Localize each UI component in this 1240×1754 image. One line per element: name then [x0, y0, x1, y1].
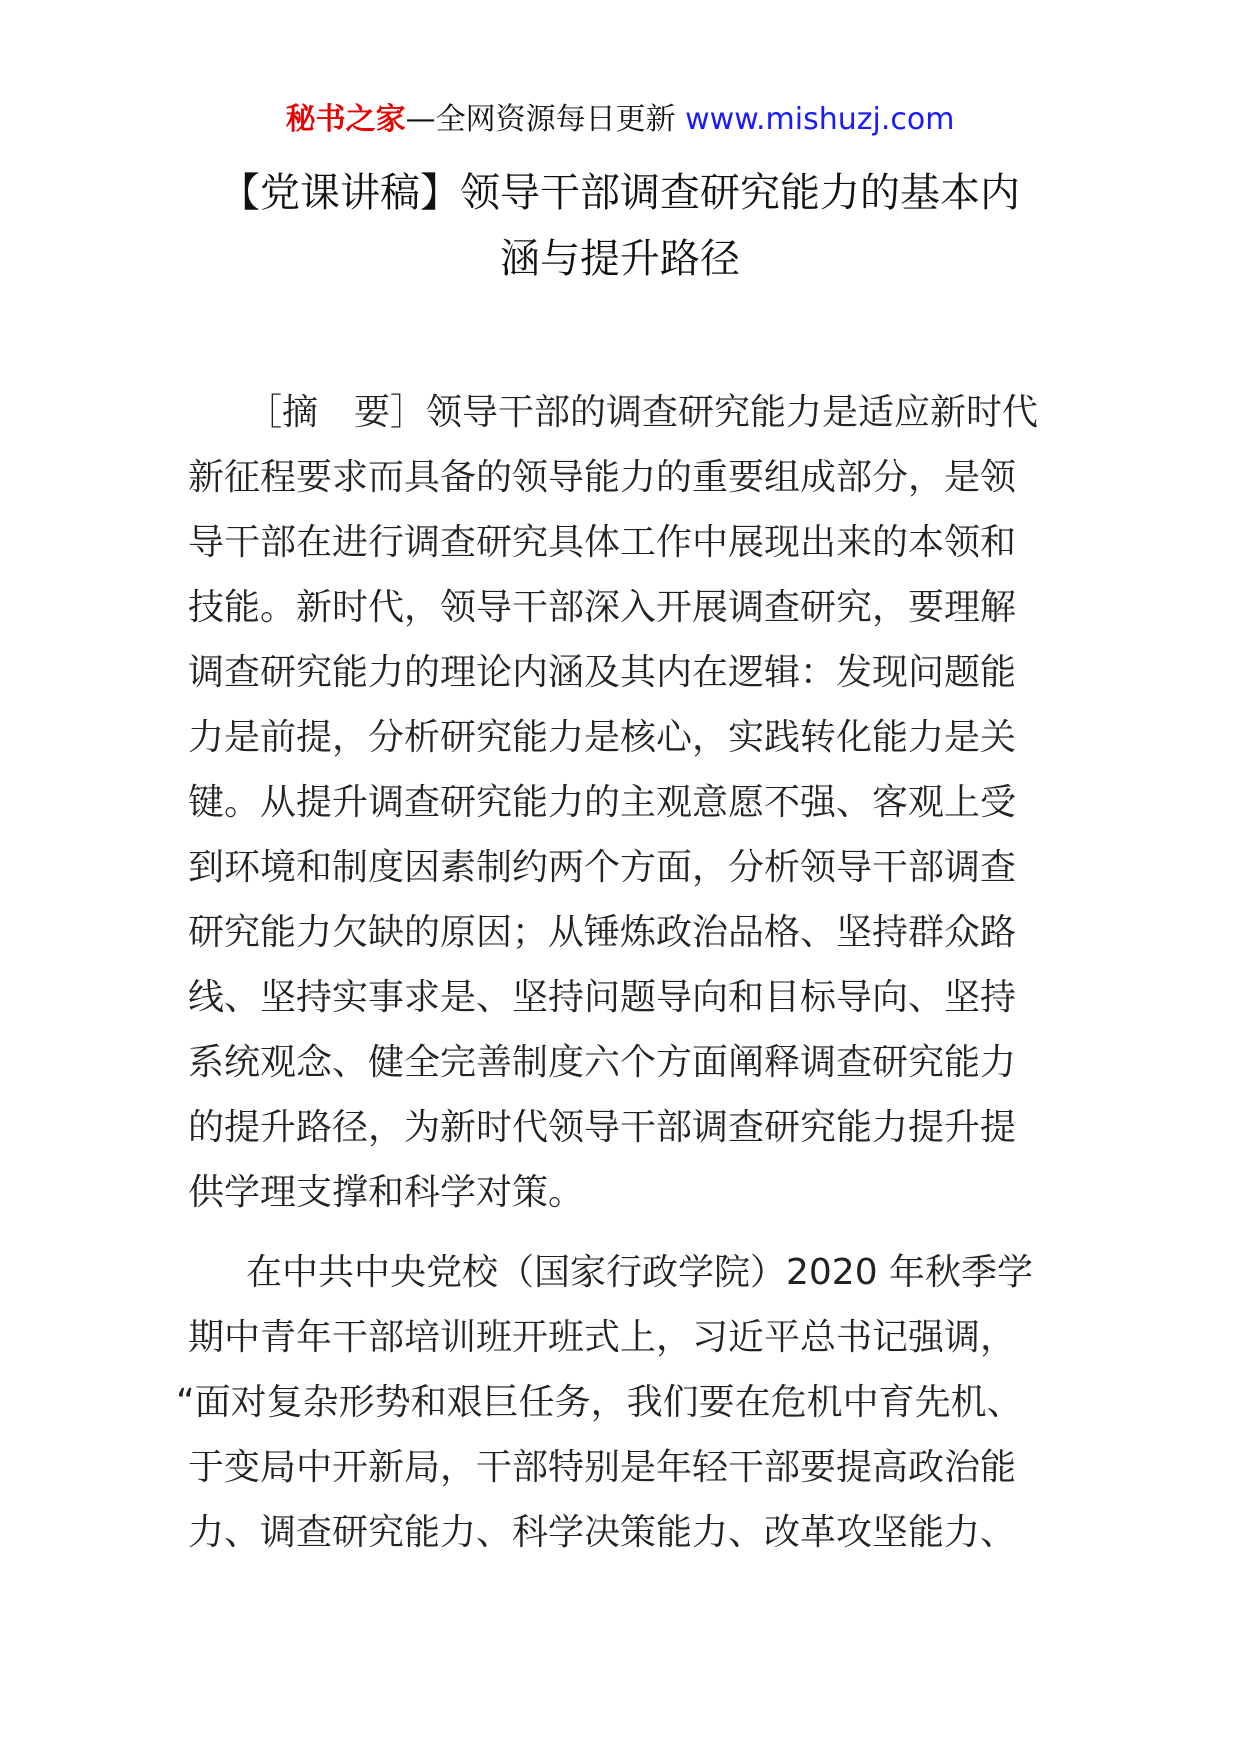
abstract-line: 到环境和制度因素制约两个方面，分析领导干部调查 [188, 847, 1017, 888]
abstract-line: 键。从提升调查研究能力的主观意愿不强、客观上受 [188, 782, 1017, 823]
abstract-line: 新征程要求而具备的领导能力的重要组成部分，是领 [188, 457, 1017, 498]
body-line: “面对复杂形势和艰巨任务，我们要在危机中育先机、 [176, 1382, 1023, 1423]
abstract-line: 导干部在进行调查研究具体工作中展现出来的本领和 [188, 522, 1017, 563]
abstract-line: 研究能力欠缺的原因；从锤炼政治品格、坚持群众路 [188, 912, 1017, 953]
abstract-line: 力是前提，分析研究能力是核心，实践转化能力是关 [188, 717, 1017, 758]
abstract-line: 技能。新时代，领导干部深入开展调查研究，要理解 [188, 587, 1017, 628]
site-url-link[interactable]: www.mishuzj.com [685, 102, 955, 137]
body-line: 期中青年干部培训班开班式上，习近平总书记强调， [188, 1317, 1017, 1358]
abstract-line: 供学理支撑和科学对策。 [188, 1172, 585, 1213]
abstract-line: 的提升路径，为新时代领导干部调查研究能力提升提 [188, 1107, 1017, 1148]
brand-name: 秘书之家 [285, 102, 406, 137]
title-line-2: 涵与提升路径 [500, 236, 740, 282]
document-title [150, 160, 1090, 292]
site-header [0, 100, 1240, 140]
body-line: 力、调查研究能力、科学决策能力、改革攻坚能力、 [188, 1512, 1017, 1553]
body-line: 在中共中央党校（国家行政学院）2020 年秋季学 [246, 1252, 1034, 1293]
abstract-line: ［摘 要］领导干部的调查研究能力是适应新时代 [246, 392, 1039, 433]
body-line: 于变局中开新局，干部特别是年轻干部要提高政治能 [188, 1447, 1017, 1488]
header-tagline: —全网资源每日更新 [405, 102, 686, 137]
abstract-line: 调查研究能力的理论内涵及其内在逻辑：发现问题能 [188, 652, 1017, 693]
body-paragraph [176, 1240, 1048, 1565]
abstract-line: 线、坚持实事求是、坚持问题导向和目标导向、坚持 [188, 977, 1017, 1018]
abstract-line: 系统观念、健全完善制度六个方面阐释调查研究能力 [188, 1042, 1017, 1083]
abstract-paragraph [188, 380, 1048, 1225]
title-line-1: 【党课讲稿】领导干部调查研究能力的基本内 [220, 170, 1020, 216]
